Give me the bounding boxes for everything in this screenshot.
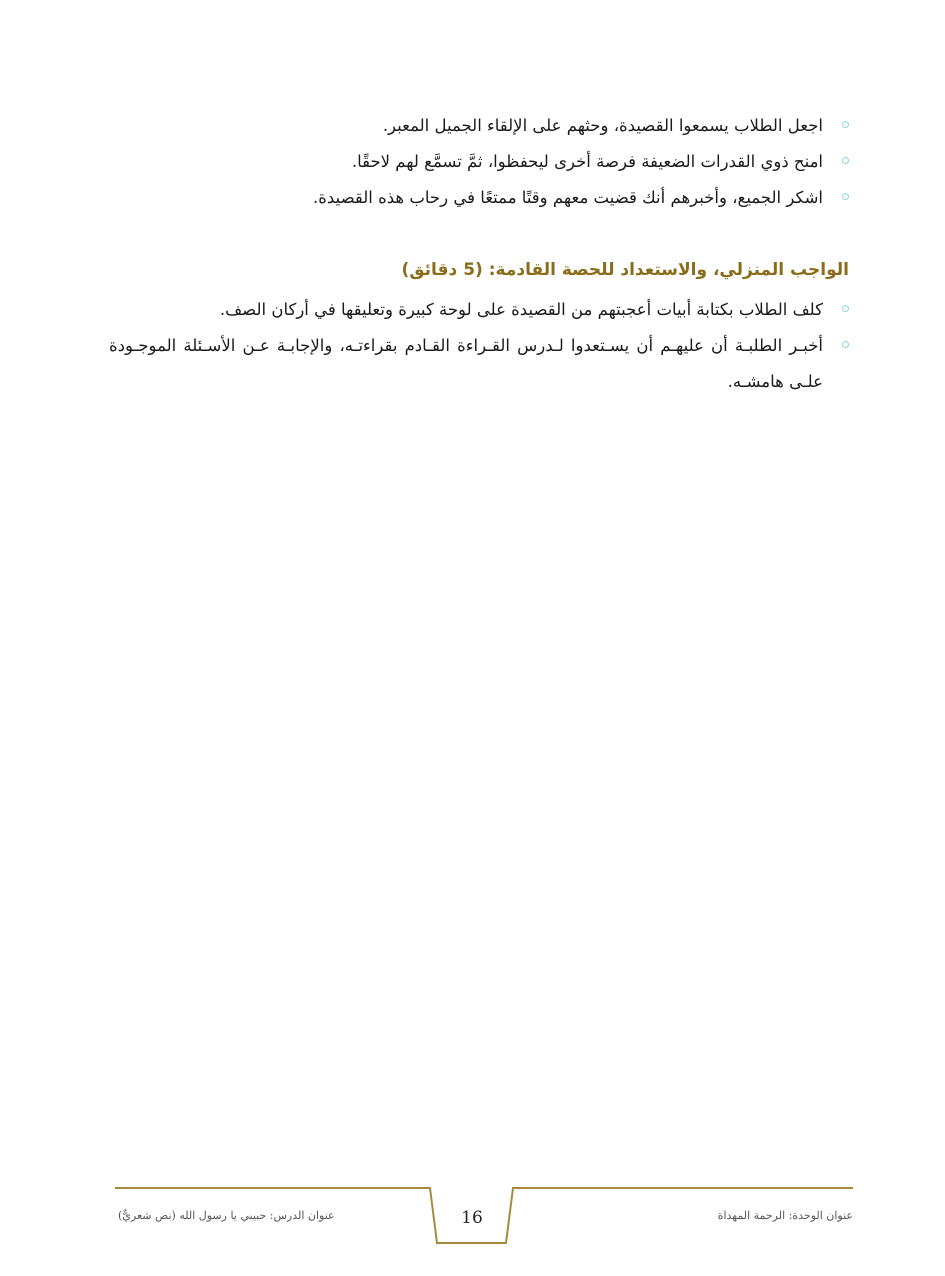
list-item-text: اشكر الجميع، وأخبرهم أنك قضيت معهم وقتًا ممتعًا في رحاب هذه القصيدة. [313, 188, 823, 207]
footer-unit-title: عنوان الوحدة: الرحمة المهداة [717, 1209, 853, 1222]
footer-lesson-title: عنوان الدرس: حبيبي يا رسول الله (نص شعريٌّ) [118, 1209, 335, 1222]
page-number: 16 [461, 1208, 483, 1228]
list-item-text: كلف الطلاب بكتابة أبيات أعجبتهم من القصيدة على لوحة كبيرة وتعليقها في أركان الصف. [219, 300, 823, 319]
list-item-text: أخبـر الطلبـة أن عليهـم أن يسـتعدوا لـدرس القـراءة القـادم بقراءتـه، والإجابـة عـن الأسـئلة الموجـودة علـى هامشـه. [109, 336, 823, 391]
list-item-text: امنح ذوي القدرات الضعيفة فرصة أخرى ليحفظوا، ثمَّ تسمَّع لهم لاحقًا. [351, 152, 823, 171]
list-item-text: اجعل الطلاب يسمعوا القصيدة، وحثهم على الإلقاء الجميل المعبر. [382, 116, 823, 135]
section-heading: الواجب المنزلي، والاستعداد للحصة القادمة: (5 دقائق) [401, 260, 849, 280]
